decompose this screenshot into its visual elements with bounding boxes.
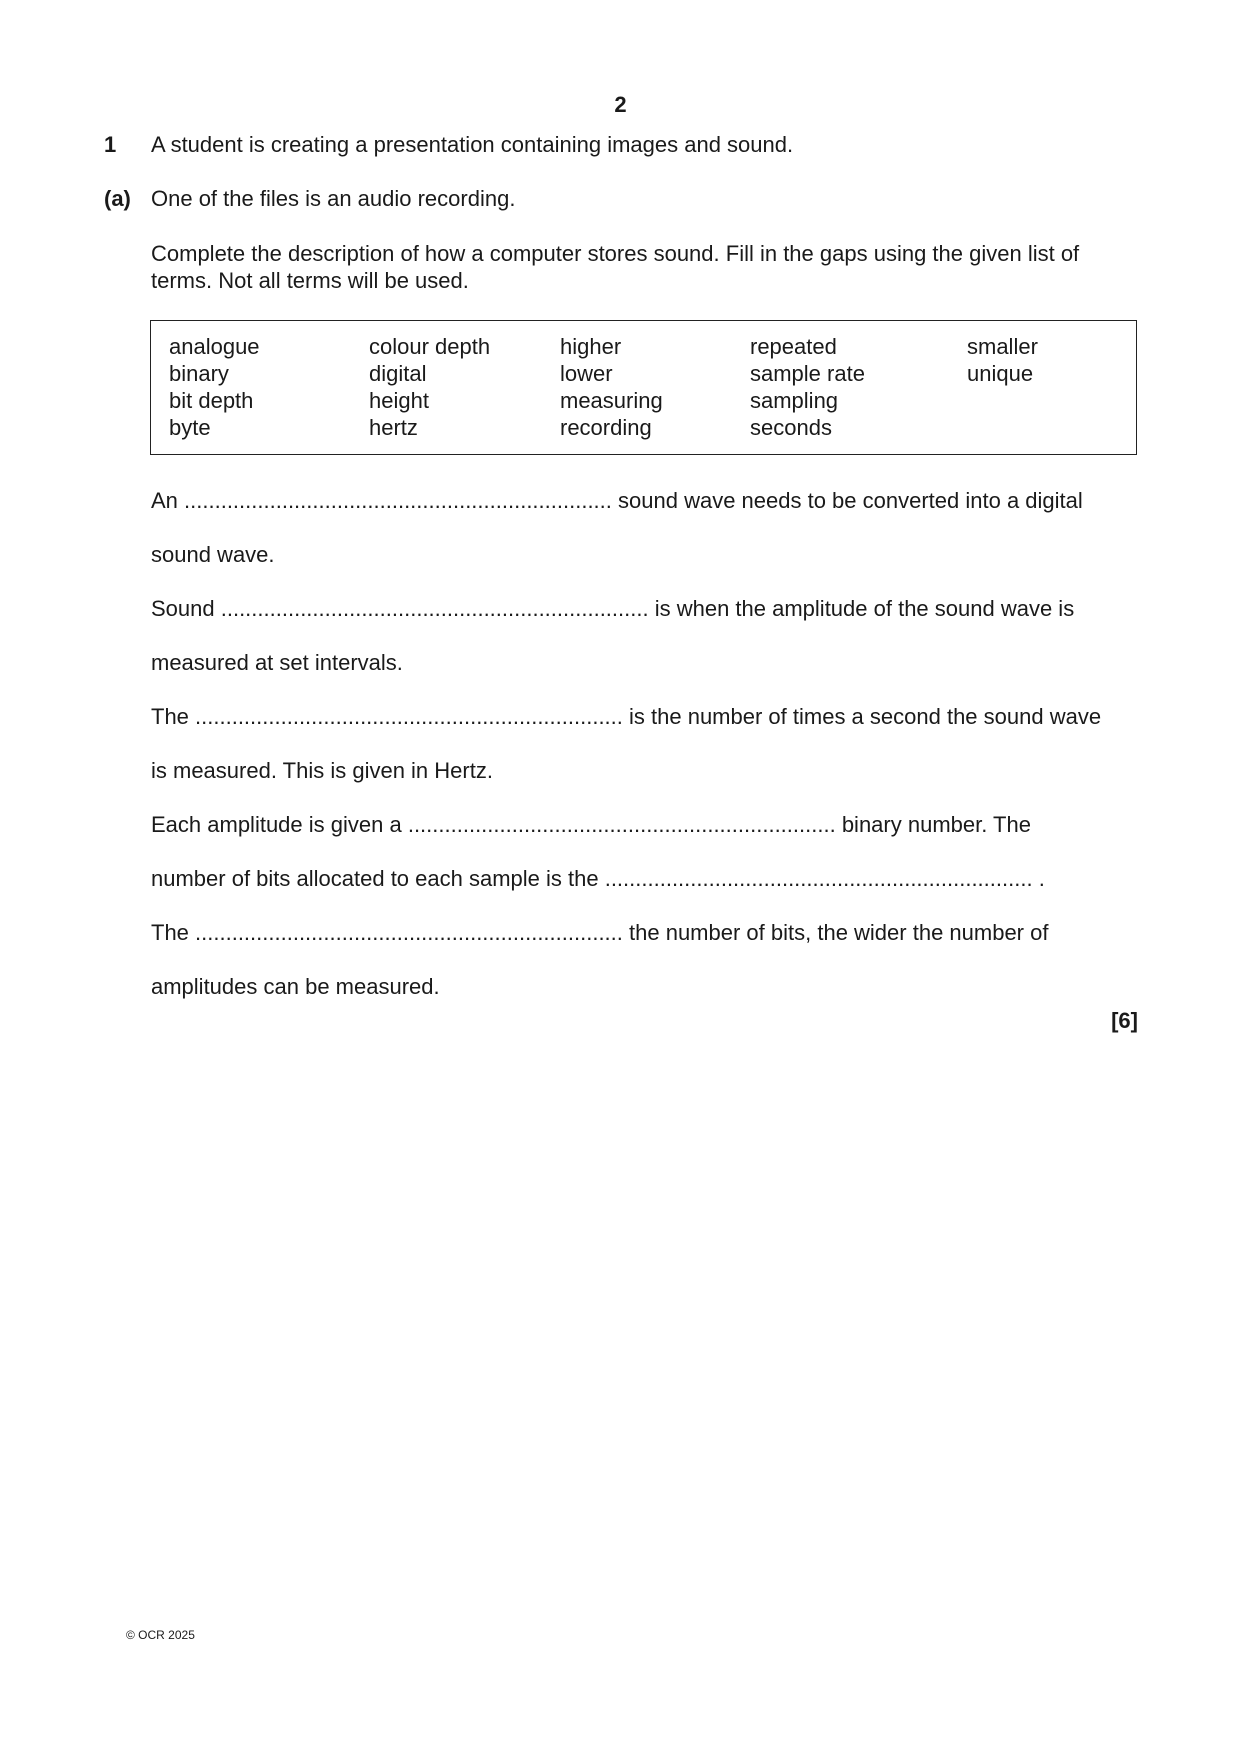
- sentence-line: measured at set intervals.: [151, 650, 403, 675]
- sentence-line: [151, 920, 1048, 946]
- answer-gap[interactable]: ......................................................................: [220, 596, 649, 621]
- sentence-line: is measured. This is given in Hertz.: [151, 758, 493, 783]
- instruction-text: Complete the description of how a computer stores sound. Fill in the gaps using the given list of terms. Not all terms will be used.: [151, 241, 1080, 293]
- sentence-text: .: [1032, 866, 1045, 891]
- term: repeated: [750, 334, 837, 359]
- terms-column: [967, 333, 1038, 387]
- sentence-line: [151, 704, 1101, 730]
- sentence-line: amplitudes can be measured.: [151, 974, 440, 999]
- sentence-text: is the number of times a second the sound wave: [622, 704, 1102, 729]
- term: recording: [560, 415, 652, 440]
- sentence-text: is when the amplitude of the sound wave is: [648, 596, 1075, 621]
- term: colour depth: [369, 334, 491, 359]
- term: seconds: [750, 415, 832, 440]
- term: measuring: [560, 388, 663, 413]
- answer-gap[interactable]: ......................................................................: [604, 866, 1033, 891]
- answer-gap[interactable]: ......................................................................: [184, 488, 612, 513]
- sentence-text: An: [151, 488, 185, 513]
- answer-gap[interactable]: ......................................................................: [195, 920, 623, 945]
- question-number: 1: [104, 132, 117, 157]
- marks-label: [6]: [1111, 1008, 1138, 1033]
- term: byte: [169, 415, 211, 440]
- sentence-line: [151, 488, 1083, 514]
- sentence-text: number of bits allocated to each sample is the: [151, 866, 605, 891]
- part-label: (a): [104, 186, 131, 211]
- term: height: [369, 388, 429, 413]
- term: lower: [560, 361, 613, 386]
- terms-column: [169, 333, 260, 441]
- term: unique: [967, 361, 1034, 386]
- question-text: A student is creating a presentation containing images and sound.: [151, 132, 794, 157]
- term: analogue: [169, 334, 260, 359]
- term: sampling: [750, 388, 839, 413]
- sentence-line: sound wave.: [151, 542, 275, 567]
- term: sample rate: [750, 361, 865, 386]
- terms-column: [750, 333, 865, 441]
- sentence-text: sound wave needs to be converted into a digital: [611, 488, 1083, 513]
- terms-box: [150, 320, 1137, 455]
- sentence-line: [151, 866, 1045, 892]
- page-number: 2: [614, 92, 627, 117]
- term: higher: [560, 334, 622, 359]
- sentence-text: The: [151, 920, 196, 945]
- copyright-footer: © OCR 2025: [126, 1628, 195, 1642]
- term: bit depth: [169, 388, 254, 413]
- sentence-text: The: [151, 704, 196, 729]
- sentence-line: [151, 812, 1031, 838]
- terms-column: [369, 333, 490, 441]
- term: digital: [369, 361, 427, 386]
- answer-gap[interactable]: ......................................................................: [195, 704, 623, 729]
- sentence-text: binary number. The: [835, 812, 1031, 837]
- sentence-text: the number of bits, the wider the number of: [622, 920, 1049, 945]
- sentence-line: [151, 596, 1074, 622]
- part-text: One of the files is an audio recording.: [151, 186, 516, 211]
- answer-gap[interactable]: ......................................................................: [407, 812, 836, 837]
- sentence-text: Sound: [151, 596, 221, 621]
- term: smaller: [967, 334, 1038, 359]
- term: binary: [169, 361, 229, 386]
- terms-column: [560, 333, 663, 441]
- sentence-text: Each amplitude is given a: [151, 812, 408, 837]
- term: hertz: [369, 415, 418, 440]
